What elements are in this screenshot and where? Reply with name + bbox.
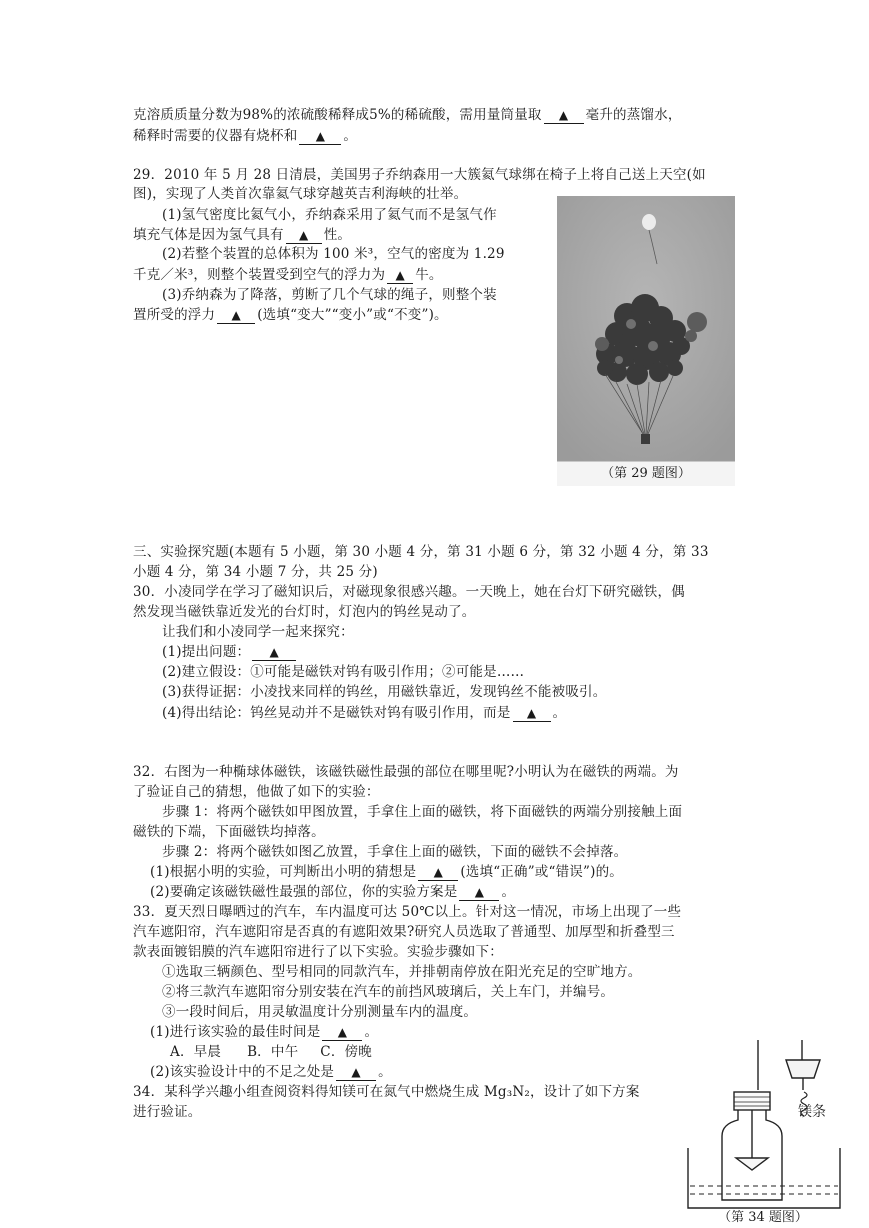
q30-step-3: (3)获得证据：小凌找来同样的钨丝，用磁铁靠近，发现钨丝不能被吸引。 [162, 684, 607, 700]
answer-blank[interactable] [217, 308, 255, 324]
figure-34-caption: （第 34 题图） [718, 1210, 808, 1225]
q30-step-2: (2)建立假设：①可能是磁铁对钨有吸引作用；②可能是…… [162, 664, 525, 680]
triangle-icon: ▲ [231, 308, 241, 322]
q32-step-2: 步骤 2：将两个磁铁如图乙放置，手拿住上面的磁铁，下面的磁铁不会掉落。 [162, 844, 628, 860]
top-line-2-end: 。 [343, 128, 358, 144]
triangle-icon: ▲ [315, 129, 326, 143]
top-line-2-text: 稀释时需要的仪器有烧杯和 [133, 128, 298, 144]
q29-part3-a: (3)乔纳森为了降落，剪断了几个气球的绳子，则整个装 [162, 287, 497, 303]
answer-blank[interactable] [513, 706, 551, 722]
q33-line-1: 33．夏天烈日曝晒过的汽车，车内温度可达 50℃以上。针对这一情况，市场上出现了一些 [133, 904, 682, 920]
balloon-photo [557, 196, 735, 486]
q33-step-1: ①选取三辆颜色、型号相同的同款汽车，并排朝南停放在阳光充足的空旷地方。 [162, 964, 642, 980]
q29-part3-b [133, 306, 448, 324]
q29-part1-a: (1)氢气密度比氦气小，乔纳森采用了氦气而不是氢气作 [162, 207, 497, 223]
q32-part-1-text: (1)根据小明的实验，可判断出小明的猜想是 [150, 864, 417, 880]
q30-step-1-text: (1)提出问题： [162, 644, 251, 660]
q29-part1-b-text: 填充气体是因为氢气具有 [133, 227, 284, 243]
q30-step-4-end: 。 [552, 705, 567, 721]
balloon-cluster-image [557, 196, 735, 462]
q33-options [170, 1043, 372, 1061]
q33-part-1-end: 。 [364, 1024, 379, 1040]
q34-line-1: 34．某科学兴趣小组查阅资料得知镁可在氮气中燃烧生成 Mg₃N₂，设计了如下方案 [133, 1084, 640, 1100]
answer-blank[interactable] [299, 129, 341, 145]
q30-line-2: 然发现当磁铁靠近发光的台灯时，灯泡内的钨丝晃动了。 [133, 604, 476, 620]
q32-part-2-text: (2)要确定该磁铁磁性最强的部位，你的实验方案是 [150, 884, 458, 900]
answer-blank[interactable] [387, 268, 413, 284]
q30-step-4 [162, 704, 566, 722]
q30-step-4-text: (4)得出结论：钨丝晃动并不是磁铁对钨有吸引作用，而是 [162, 705, 511, 721]
answer-blank[interactable] [418, 865, 458, 881]
option-b: B．中午 [247, 1044, 299, 1060]
answer-blank[interactable] [336, 1065, 376, 1081]
triangle-icon: ▲ [351, 1065, 361, 1079]
q32-line-1: 32．右图为一种椭球体磁铁，该磁铁磁性最强的部位在哪里呢?小明认为在磁铁的两端。为 [133, 764, 679, 780]
q32-step-1-b: 磁铁的下端，下面磁铁均掉落。 [133, 824, 325, 840]
q32-part-2-end: 。 [501, 884, 516, 900]
answer-blank[interactable] [322, 1025, 362, 1041]
triangle-icon: ▲ [526, 706, 537, 720]
q29-line-1: 29．2010 年 5 月 28 日清晨，美国男子乔纳森用一大簇氦气球绑在椅子上将自己送上天空(如 [133, 167, 706, 183]
figure-29-caption: （第 29 题图） [557, 461, 735, 486]
q33-step-3: ③一段时间后，用灵敏温度计分别测量车内的温度。 [162, 1004, 478, 1020]
q32-part-2 [150, 883, 515, 901]
q29-part2-b-end: 牛。 [415, 267, 443, 283]
q32-part-1-end: (选填“正确”或“错误”)的。 [460, 864, 623, 880]
q32-step-1-a: 步骤 1：将两个磁铁如甲图放置，手拿住上面的磁铁，将下面磁铁的两端分别接触上面 [162, 804, 683, 820]
answer-blank[interactable] [252, 645, 296, 661]
q30-step-1 [162, 643, 298, 661]
q33-part-2 [150, 1063, 392, 1081]
answer-blank[interactable] [286, 228, 322, 244]
q33-step-2: ②将三款汽车遮阳帘分别安装在汽车的前挡风玻璃后，关上车门，并编号。 [162, 984, 615, 1000]
q29-part3-b-end: (选填“变大”“变小”或“不变”)。 [257, 307, 448, 323]
apparatus-figure [684, 1040, 844, 1228]
q29-part2-b [133, 266, 443, 284]
q32-line-2: 了验证自己的猜想，他做了如下的实验： [133, 784, 380, 800]
q29-part1-b-end: 性。 [323, 227, 352, 243]
q30-intro: 让我们和小凌同学一起来探究： [162, 624, 354, 640]
q29-part1-b [133, 226, 351, 244]
top-line-1 [133, 106, 682, 124]
triangle-icon: ▲ [395, 268, 405, 282]
apparatus-drawing [684, 1040, 844, 1210]
q29-part2-b-text: 千克／米³，则整个装置受到空气的浮力为 [133, 267, 386, 283]
q29-part3-b-text: 置所受的浮力 [133, 307, 216, 323]
triangle-icon: ▲ [337, 1025, 348, 1039]
magnesium-ribbon-label: 镁条 [798, 1104, 826, 1120]
q29-line-2: 图)，实现了人类首次靠氦气球穿越英吉利海峡的壮举。 [133, 186, 468, 202]
triangle-icon: ▲ [433, 865, 444, 879]
q29-part2-a: (2)若整个装置的总体积为 100 米³，空气的密度为 1.29 [162, 246, 505, 262]
answer-blank[interactable] [544, 108, 584, 124]
answer-blank[interactable] [459, 885, 499, 901]
q33-line-2: 汽车遮阳帘，汽车遮阳帘是否真的有遮阳效果?研究人员选取了普通型、加厚型和折叠型三 [133, 924, 675, 940]
triangle-icon: ▲ [269, 645, 279, 659]
top-line-1-text: 克溶质质量分数为98%的浓硫酸稀释成5%的稀硫酸，需用量筒量取 [133, 107, 542, 123]
triangle-icon: ▲ [558, 108, 569, 122]
q33-part-2-end: 。 [378, 1064, 392, 1080]
option-c: C．傍晚 [320, 1044, 372, 1060]
q32-part-1 [150, 863, 623, 881]
q34-line-2: 进行验证。 [133, 1104, 202, 1120]
section3-line-2: 小题 4 分，第 34 小题 7 分，共 25 分) [133, 564, 378, 580]
option-a: A．早晨 [170, 1044, 222, 1060]
triangle-icon: ▲ [298, 228, 309, 242]
q33-line-3: 款表面镀铝膜的汽车遮阳帘进行了以下实验。实验步骤如下： [133, 944, 503, 960]
q33-part-2-text: (2)该实验设计中的不足之处是 [150, 1064, 335, 1080]
top-line-2 [133, 127, 357, 145]
triangle-icon: ▲ [474, 885, 485, 899]
top-line-1-end: 毫升的蒸馏水， [585, 107, 682, 123]
q33-part-1-text: (1)进行该实验的最佳时间是 [150, 1024, 321, 1040]
q33-part-1 [150, 1023, 378, 1041]
section3-line-1: 三、实验探究题(本题有 5 小题，第 30 小题 4 分，第 31 小题 6 分，第 32 小题 4 分，第 33 [133, 544, 709, 560]
q30-line-1: 30．小凌同学在学习了磁知识后，对磁现象很感兴趣。一天晚上，她在台灯下研究磁铁，偶 [133, 584, 685, 600]
